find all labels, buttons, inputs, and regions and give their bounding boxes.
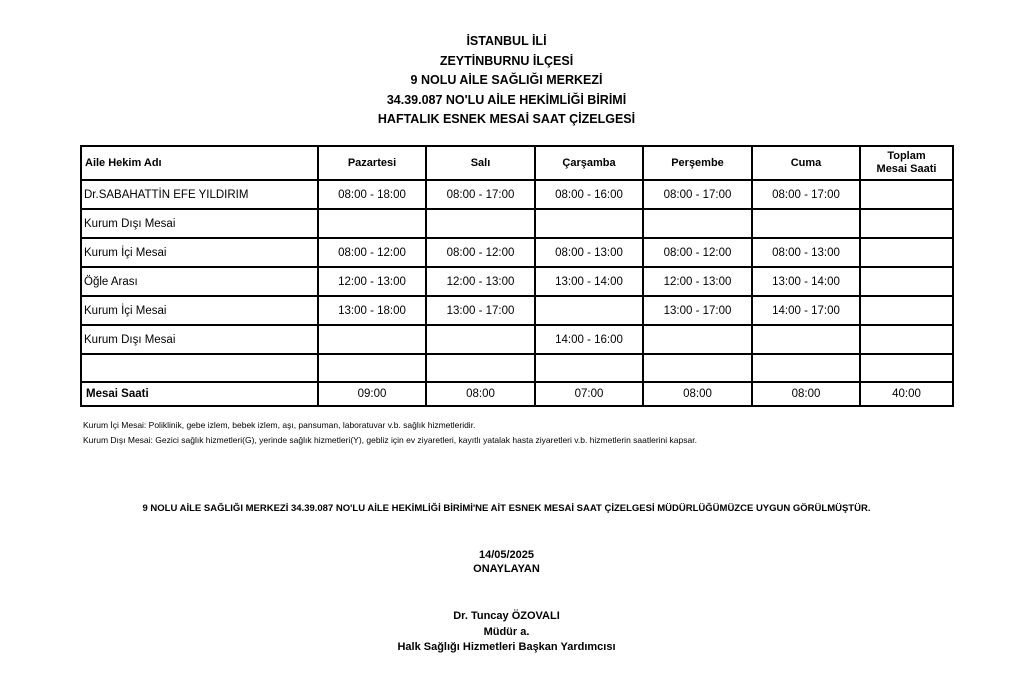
header-total-line2: Mesai Saati bbox=[876, 163, 937, 175]
cell-total bbox=[860, 238, 953, 267]
cell-wednesday: 08:00 - 13:00 bbox=[535, 238, 643, 267]
approval-statement: 9 NOLU AİLE SAĞLIĞI MERKEZİ 34.39.087 NO'LU AİLE HEKİMLİĞİ BİRİMİ'NE AİT ESNEK MESAİ SAAT ÇİZELGESİ MÜDÜRLÜĞÜMÜZCE UYGUN GÖRÜLMÜŞTÜR. bbox=[142, 503, 871, 514]
cell-thursday: 08:00 - 17:00 bbox=[643, 180, 752, 209]
header-province: İSTANBUL İLİ bbox=[466, 34, 547, 48]
cell-wednesday bbox=[535, 354, 643, 382]
row-label: Öğle Arası bbox=[81, 267, 318, 296]
totals-row bbox=[81, 382, 953, 406]
cell-friday: 08:00 - 13:00 bbox=[752, 238, 860, 267]
cell-wednesday: 14:00 - 16:00 bbox=[535, 325, 643, 354]
header-friday: Cuma bbox=[752, 146, 860, 180]
total-monday: 09:00 bbox=[318, 382, 426, 406]
cell-total bbox=[860, 267, 953, 296]
header-thursday: Perşembe bbox=[643, 146, 752, 180]
cell-tuesday: 08:00 - 17:00 bbox=[426, 180, 535, 209]
cell-wednesday: 13:00 - 14:00 bbox=[535, 267, 643, 296]
cell-total bbox=[860, 296, 953, 325]
footnotes bbox=[83, 418, 697, 448]
header-district: ZEYTİNBURNU İLÇESİ bbox=[439, 53, 574, 68]
cell-friday: 08:00 - 17:00 bbox=[752, 180, 860, 209]
row-label: Kurum Dışı Mesai bbox=[81, 209, 318, 238]
row-label: Dr.SABAHATTİN EFE YILDIRIM bbox=[81, 180, 318, 209]
cell-tuesday: 13:00 - 17:00 bbox=[426, 296, 535, 325]
table-header-row bbox=[81, 146, 953, 180]
header-tuesday: Salı bbox=[426, 146, 535, 180]
cell-monday: 08:00 - 18:00 bbox=[318, 180, 426, 209]
cell-thursday bbox=[643, 325, 752, 354]
cell-tuesday: 12:00 - 13:00 bbox=[426, 267, 535, 296]
cell-monday bbox=[318, 354, 426, 382]
cell-tuesday bbox=[426, 354, 535, 382]
cell-friday bbox=[752, 209, 860, 238]
cell-wednesday: 08:00 - 16:00 bbox=[535, 180, 643, 209]
cell-thursday: 13:00 - 17:00 bbox=[643, 296, 752, 325]
row-label bbox=[81, 354, 318, 382]
cell-total bbox=[860, 325, 953, 354]
cell-tuesday bbox=[426, 209, 535, 238]
header-total bbox=[860, 146, 953, 180]
table-row bbox=[81, 238, 953, 267]
cell-friday: 14:00 - 17:00 bbox=[752, 296, 860, 325]
cell-thursday bbox=[643, 354, 752, 382]
cell-friday: 13:00 - 14:00 bbox=[752, 267, 860, 296]
cell-friday bbox=[752, 354, 860, 382]
total-wednesday: 07:00 bbox=[535, 382, 643, 406]
total-friday: 08:00 bbox=[752, 382, 860, 406]
cell-thursday bbox=[643, 209, 752, 238]
table-row bbox=[81, 267, 953, 296]
signatory-name: Dr. Tuncay ÖZOVALI bbox=[453, 610, 560, 622]
header-total-line1: Toplam bbox=[887, 150, 926, 162]
document-header bbox=[0, 32, 1013, 130]
signature-block bbox=[0, 609, 1013, 656]
row-label: Kurum İçi Mesai bbox=[81, 296, 318, 325]
total-tuesday: 08:00 bbox=[426, 382, 535, 406]
row-label: Kurum İçi Mesai bbox=[81, 238, 318, 267]
approval-date: 14/05/2025 bbox=[478, 549, 535, 561]
cell-thursday: 12:00 - 13:00 bbox=[643, 267, 752, 296]
cell-total bbox=[860, 180, 953, 209]
header-wednesday: Çarşamba bbox=[535, 146, 643, 180]
cell-monday bbox=[318, 325, 426, 354]
cell-monday: 13:00 - 18:00 bbox=[318, 296, 426, 325]
cell-tuesday bbox=[426, 325, 535, 354]
signatory-title: Müdür a. bbox=[483, 625, 530, 638]
approval-block bbox=[0, 548, 1013, 576]
total-thursday: 08:00 bbox=[643, 382, 752, 406]
header-title: HAFTALIK ESNEK MESAİ SAAT ÇİZELGESİ bbox=[377, 112, 636, 126]
table-row bbox=[81, 354, 953, 382]
cell-monday: 08:00 - 12:00 bbox=[318, 238, 426, 267]
table-row bbox=[81, 209, 953, 238]
cell-tuesday: 08:00 - 12:00 bbox=[426, 238, 535, 267]
header-health-center: 9 NOLU AİLE SAĞLIĞI MERKEZİ bbox=[410, 73, 603, 87]
cell-wednesday bbox=[535, 296, 643, 325]
table-row bbox=[81, 180, 953, 209]
signatory-position: Halk Sağlığı Hizmetleri Başkan Yardımcısı bbox=[397, 641, 616, 653]
header-unit: 34.39.087 NO'LU AİLE HEKİMLİĞİ BİRİMİ bbox=[386, 92, 627, 107]
cell-monday: 12:00 - 13:00 bbox=[318, 267, 426, 296]
cell-total bbox=[860, 209, 953, 238]
cell-total bbox=[860, 354, 953, 382]
total-weekly: 40:00 bbox=[860, 382, 953, 406]
table-row bbox=[81, 296, 953, 325]
row-label: Kurum Dışı Mesai bbox=[81, 325, 318, 354]
totals-label: Mesai Saati bbox=[81, 382, 318, 406]
header-monday: Pazartesi bbox=[318, 146, 426, 180]
footnote-internal: Kurum İçi Mesai: Poliklinik, gebe izlem, bebek izlem, aşı, pansuman, laboratuvar v.b. sağlık hizmetleridir. bbox=[83, 420, 476, 430]
approved-by-label: ONAYLAYAN bbox=[473, 563, 540, 575]
cell-thursday: 08:00 - 12:00 bbox=[643, 238, 752, 267]
cell-monday bbox=[318, 209, 426, 238]
table-row bbox=[81, 325, 953, 354]
footnote-external: Kurum Dışı Mesai: Gezici sağlık hizmetleri(G), yerinde sağlık hizmetleri(Y), gebliz için ev ziyaretleri, kayıtlı yatalak hasta ziyaretleri v.b. hizmetlerin saatlerini kapsar. bbox=[83, 435, 697, 445]
cell-wednesday bbox=[535, 209, 643, 238]
header-name: Aile Hekim Adı bbox=[81, 146, 318, 180]
cell-friday bbox=[752, 325, 860, 354]
schedule-table bbox=[80, 145, 954, 407]
